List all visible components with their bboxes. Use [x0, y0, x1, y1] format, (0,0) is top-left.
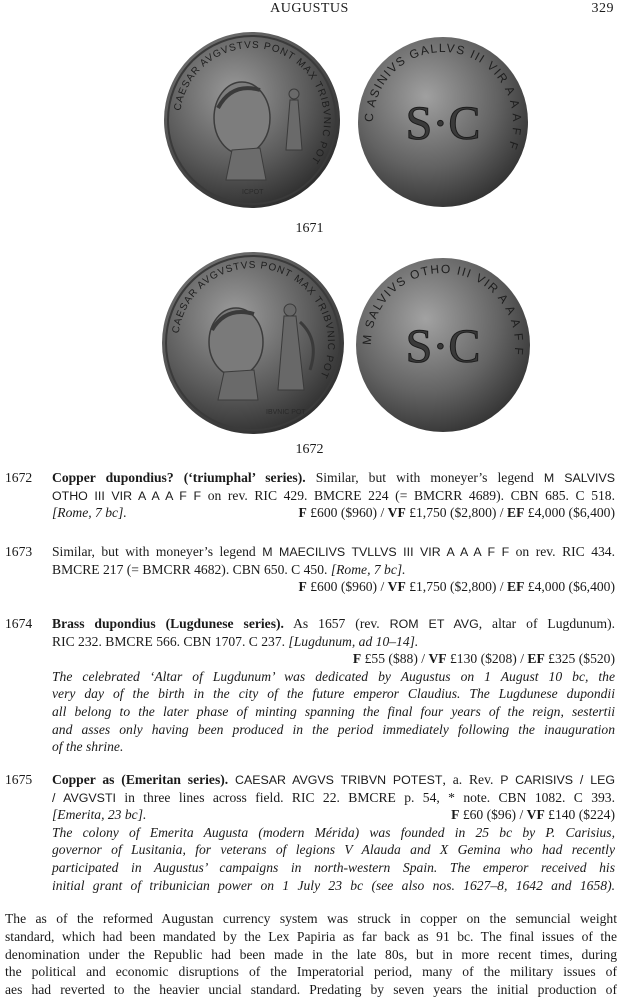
page-number: 329: [591, 1, 614, 16]
entry-line: [52, 806, 615, 824]
entry-heading: Copper as (Emeritan series).: [52, 772, 229, 787]
catalog-entry-1672: [0, 469, 619, 522]
paragraph-line: the political and economic disruptions of the Imperatorial period, many of the military issues of: [5, 964, 617, 980]
entry-number: 1675: [5, 772, 33, 787]
mint-date: [Lugdunum, ad 10–14].: [288, 633, 419, 649]
paragraph-line: aes had reverted to the heavier uncial standard. Predating by seven years the initial production of: [5, 982, 617, 998]
coin-1671-obverse-exergue: ICPOT: [242, 189, 264, 196]
entry-heading: Copper dupondius? (‘triumphal’ series).: [52, 470, 306, 485]
coin-1672-reverse-legend: M SALVIVS OTHO III VIR A A A F F: [359, 261, 527, 357]
entry-line: [52, 561, 615, 579]
catalog-entry-1674: [0, 615, 619, 756]
entry-line: [52, 487, 615, 505]
paragraph-line: standard, which had been mandated by the Lex Papiria as far back as 91 bc. The final issues of the: [5, 928, 617, 944]
body-paragraph: [5, 910, 617, 999]
entry-line: [52, 789, 615, 807]
entry-line: [52, 650, 615, 668]
entry-number: 1673: [5, 544, 33, 559]
catalog-entry-1675: [0, 771, 619, 894]
coin-legend: ROM ET AVG: [389, 617, 479, 631]
catalog-entry-1673: [0, 543, 619, 596]
price-line: F £60 ($96) / VF £140 ($224): [451, 807, 615, 823]
mint-date: [Rome, 7 bc].: [330, 561, 406, 577]
price-line: F £600 ($960) / VF £1,750 ($2,800) / EF £4,000 ($6,400): [298, 579, 615, 595]
mint-date: [Rome, 7 bc].: [52, 505, 127, 521]
entry-line: [52, 771, 615, 789]
entry-heading: Brass dupondius (Lugdunese series).: [52, 616, 284, 631]
coin-1672-reverse-sc: S·C: [405, 320, 481, 373]
coin-1671-reverse: [356, 35, 530, 209]
paragraph-line: denomination under the Republic had been made in the late 80s, but in more recent times, during: [5, 946, 617, 962]
entry-text: , altar of Lugdunum).: [478, 616, 616, 631]
entry-text: , a. Rev.: [442, 772, 501, 787]
entry-references: RIC 232. BMCRE 566. CBN 1707. C 237.: [52, 633, 289, 649]
entry-text: Similar, but with moneyer’s legend: [52, 544, 263, 559]
entry-line: [52, 615, 615, 633]
entry-line: [52, 633, 615, 651]
figure-label-1672: 1672: [295, 442, 324, 457]
entry-references: BMCRE 217 (= BMCRR 4682). CBN 650. C 450.: [52, 561, 331, 577]
entry-line: [52, 504, 615, 522]
running-title: AUGUSTUS: [270, 1, 349, 16]
figure-label-1671: 1671: [295, 221, 324, 236]
mint-date: [Emerita, 23 bc].: [52, 807, 147, 823]
entry-line: [52, 543, 615, 561]
coin-legend: / AVGVSTI: [52, 790, 116, 805]
entry-text: on rev. RIC 434.: [509, 544, 615, 559]
running-header: [0, 0, 619, 18]
entry-description: The celebrated ‘Altar of Lugdunum’ was dedicated by Augustus on 1 August 10 bc, the very day of the birth in the city of the future emperor Claudius. The Lugdunese dupondii all belong to the later phase of minting spanning the final four years of the reign, sestertii and asses only having been produced in the period immediately following the inauguration of the shrine.: [52, 668, 615, 755]
entry-text: Similar, but with moneyer’s legend: [305, 470, 544, 485]
coin-legend: M SALVIVS: [543, 471, 616, 485]
entry-text: As 1657 (rev.: [283, 616, 390, 631]
entry-number: 1674: [5, 616, 33, 631]
coin-1672-obverse-legend: CAESAR AVGVSTVS PONT MAX TRIBVNIC POT: [170, 259, 337, 381]
coin-legend: M MAECILIVS TVLLVS III VIR A A A F F: [262, 545, 510, 559]
entry-number: 1672: [5, 470, 33, 485]
entry-references: on rev. RIC 429. BMCRE 224 (= BMCRR 4689). CBN 685. C 518.: [201, 487, 615, 503]
entry-references: in three lines across field. RIC 22. BMCRE p. 54, * note. CBN 1082. C 393.: [115, 789, 615, 805]
coin-1671-reverse-legend: C ASINIVS GALLVS III VIR A A A F F: [361, 40, 525, 153]
paragraph-line: The as of the reformed Augustan currency system was struck in copper on the semuncial weight: [5, 911, 617, 926]
coin-1672-reverse: [354, 256, 532, 434]
price-line: F £55 ($88) / VF £130 ($208) / EF £325 ($520): [352, 651, 615, 667]
entry-line: [52, 578, 615, 596]
coin-legend: CAESAR AVGVS TRIBVN POTEST: [235, 773, 443, 787]
coin-legend: P CARISIVS / LEG: [500, 773, 615, 787]
entry-line: [52, 469, 615, 487]
coin-1672-obverse: [160, 250, 346, 436]
entry-description: The colony of Emerita Augusta (modern Mérida) was founded in 25 bc by P. Carisius, governor of Lusitania, for veterans of legions V Alauda and X Gemina who had recently participated in Augustus’ campaigns in north-western Spain. The emperor received his initial grant of tribunician power on 1 July 23 bc (see also nos. 1627–8, 1642 and 1658).: [52, 824, 615, 893]
coin-legend: OTHO III VIR A A A F F: [52, 488, 202, 503]
price-line: F £600 ($960) / VF £1,750 ($2,800) / EF £4,000 ($6,400): [298, 505, 615, 521]
coin-1671-reverse-sc: S·C: [405, 97, 481, 150]
coin-1671-obverse: [162, 30, 342, 210]
coin-1671-obverse-legend: CAESAR AVGVSTVS PONT MAX TRIBVNIC POT: [172, 39, 333, 166]
coin-1672-obverse-exergue: IBVNIC POT: [266, 409, 306, 416]
